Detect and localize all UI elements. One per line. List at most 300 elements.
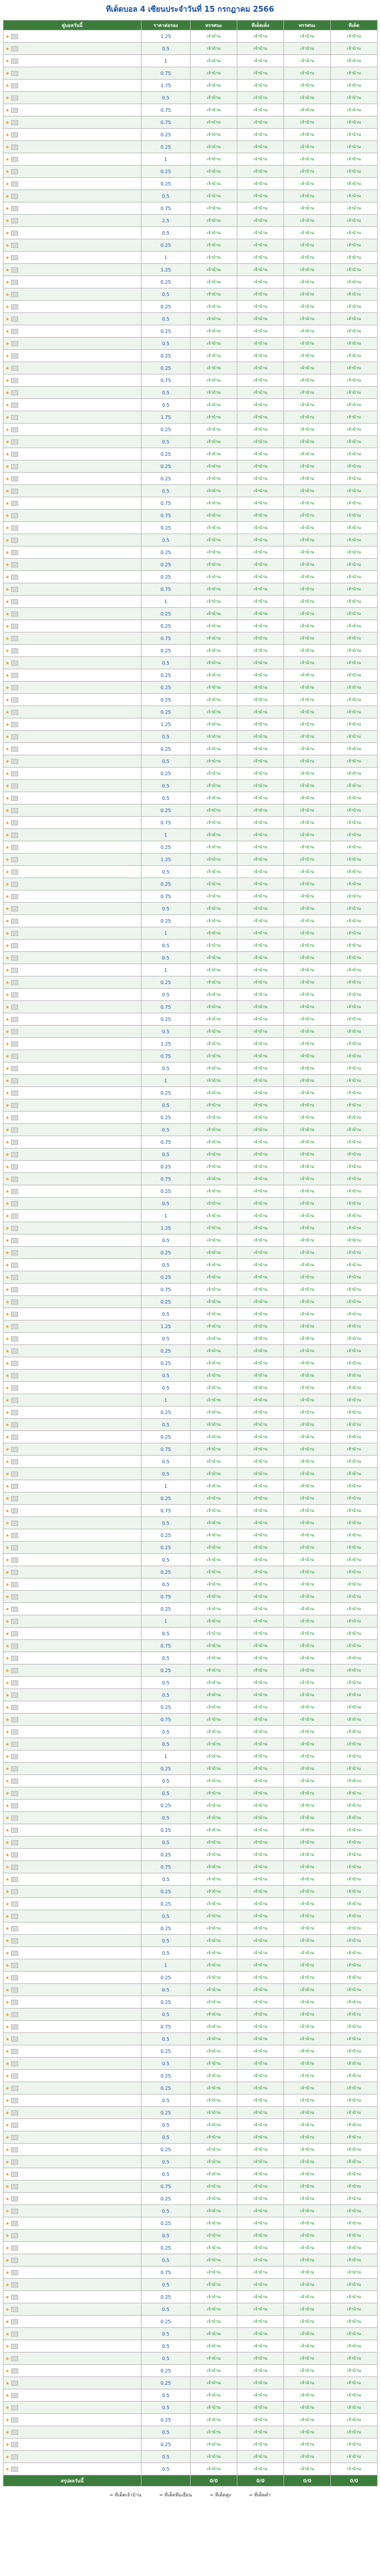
pick-cell (284, 669, 331, 682)
match-cell (4, 1419, 141, 1431)
star-icon: ★ (5, 549, 10, 555)
pick-cell (331, 1591, 378, 1603)
pick-label: เจ้าบ้าน (253, 1704, 268, 1710)
odds-cell: 0.25 (141, 1972, 191, 1984)
pick-label: เจ้าบ้าน (300, 1262, 315, 1267)
odds-cell: 0.75 (141, 817, 191, 829)
pick-cell (331, 2279, 378, 2291)
pick-cell (331, 497, 378, 510)
pick-cell (237, 1505, 284, 1517)
pick-cell (237, 522, 284, 534)
odds-cell: 0.25 (141, 350, 191, 362)
pick-cell (237, 1554, 284, 1566)
pick-cell (191, 202, 237, 215)
pick-label: เจ้าบ้าน (347, 623, 361, 628)
odds-cell: 0.5 (141, 792, 191, 804)
pick-label: เจ้าบ้าน (347, 439, 361, 444)
odds-cell: 0.25 (141, 841, 191, 854)
pick-cell (284, 1947, 331, 1959)
pick-cell (284, 2389, 331, 2402)
star-icon: ★ (5, 1790, 10, 1796)
league-flag-icon (11, 1926, 18, 1931)
odds-cell: 0.75 (141, 2267, 191, 2279)
table-row (4, 288, 378, 301)
pick-cell (331, 80, 378, 92)
pick-label: เจ้าบ้าน (347, 242, 361, 247)
pick-label: เจ้าบ้าน (300, 2466, 315, 2471)
pick-label: เจ้าบ้าน (300, 1680, 315, 1685)
table-row (4, 202, 378, 215)
match-cell (4, 350, 141, 362)
pick-cell (284, 1333, 331, 1345)
match-cell (4, 1345, 141, 1357)
odds-cell: 0.75 (141, 1591, 191, 1603)
pick-cell (191, 1812, 237, 1824)
pick-label: เจ้าบ้าน (347, 979, 361, 985)
pick-label: เจ้าบ้าน (347, 218, 361, 223)
league-flag-icon (11, 1385, 18, 1391)
pick-label: เจ้าบ้าน (253, 979, 268, 985)
league-flag-icon (11, 1361, 18, 1366)
odds-cell: 0.5 (141, 2451, 191, 2463)
star-icon: ★ (5, 1508, 10, 1514)
star-icon: ★ (5, 820, 10, 826)
pick-label: เจ้าบ้าน (347, 2110, 361, 2115)
pick-label: เจ้าบ้าน (300, 1532, 315, 1538)
pick-label: เจ้าบ้าน (253, 623, 268, 628)
odds-cell: 1 (141, 1959, 191, 1972)
pick-label: เจ้าบ้าน (206, 1876, 221, 1882)
pick-label: เจ้าบ้าน (253, 734, 268, 739)
pick-label: เจ้าบ้าน (253, 2085, 268, 2090)
star-icon: ★ (5, 1274, 10, 1280)
pick-label: เจ้าบ้าน (206, 1655, 221, 1660)
pick-label: เจ้าบ้าน (206, 365, 221, 370)
pick-label: เจ้าบ้าน (347, 500, 361, 505)
table-row (4, 2033, 378, 2045)
pick-label: เจ้าบ้าน (206, 2282, 221, 2287)
star-icon: ★ (5, 1213, 10, 1219)
pick-cell (284, 2119, 331, 2131)
league-flag-icon (11, 206, 18, 211)
pick-cell (284, 2377, 331, 2389)
pick-label: เจ้าบ้าน (206, 1631, 221, 1636)
pick-label: เจ้าบ้าน (206, 721, 221, 727)
pick-cell (237, 1922, 284, 1935)
pick-label: เจ้าบ้าน (253, 881, 268, 886)
summary-c3: 0/0 (284, 2475, 331, 2486)
league-flag-icon (11, 1754, 18, 1759)
pick-label: เจ้าบ้าน (206, 2147, 221, 2152)
pick-label: เจ้าบ้าน (300, 2220, 315, 2226)
odds-cell: 0.25 (141, 325, 191, 338)
pick-cell (331, 1345, 378, 1357)
pick-cell (331, 1972, 378, 1984)
pick-cell (237, 1406, 284, 1419)
pick-cell (331, 178, 378, 190)
star-icon: ★ (5, 1950, 10, 1956)
pick-label: เจ้าบ้าน (206, 1299, 221, 1304)
pick-label: เจ้าบ้าน (253, 1631, 268, 1636)
odds-cell: 0.25 (141, 1247, 191, 1259)
match-cell (4, 632, 141, 645)
pick-label: เจ้าบ้าน (253, 537, 268, 542)
match-cell (4, 2414, 141, 2426)
pick-cell (331, 571, 378, 583)
odds-cell: 0.5 (141, 288, 191, 301)
league-flag-icon (11, 2454, 18, 2460)
pick-cell (191, 2156, 237, 2168)
pick-cell (284, 1910, 331, 1922)
odds-cell: 1.25 (141, 854, 191, 866)
league-flag-icon (11, 2209, 18, 2214)
page-title: ทีเด็ดบอล 4 เซียนประจำวันที่ 15 กรกฎาคม 2566 (106, 5, 274, 14)
match-cell (4, 2107, 141, 2119)
match-cell (4, 1234, 141, 1247)
pick-cell (331, 2414, 378, 2426)
summary-c1: 0/0 (191, 2475, 237, 2486)
pick-cell (191, 1615, 237, 1628)
odds-cell: 0.25 (141, 608, 191, 620)
pick-label: เจ้าบ้าน (253, 2380, 268, 2385)
odds-cell: 0.25 (141, 1664, 191, 1677)
star-icon: ★ (5, 1409, 10, 1415)
pick-cell (284, 67, 331, 80)
pick-label: เจ้าบ้าน (347, 1299, 361, 1304)
odds-cell: 0.5 (141, 1726, 191, 1738)
match-cell (4, 976, 141, 989)
league-flag-icon (11, 611, 18, 617)
pick-label: เจ้าบ้าน (300, 820, 315, 825)
star-icon: ★ (5, 943, 10, 948)
pick-label: เจ้าบ้าน (253, 1999, 268, 2004)
pick-cell (284, 2181, 331, 2193)
star-icon: ★ (5, 2097, 10, 2103)
pick-cell (331, 743, 378, 755)
pick-cell (284, 2131, 331, 2144)
pick-label: เจ้าบ้าน (206, 1704, 221, 1710)
league-flag-icon (11, 1226, 18, 1231)
star-icon: ★ (5, 2257, 10, 2263)
pick-cell (237, 1738, 284, 1750)
pick-cell (191, 1370, 237, 1382)
pick-cell (284, 2193, 331, 2205)
pick-label: เจ้าบ้าน (206, 1164, 221, 1169)
pick-cell (331, 596, 378, 608)
table-row (4, 1763, 378, 1775)
pick-label: เจ้าบ้าน (206, 562, 221, 567)
pick-cell (237, 1062, 284, 1075)
pick-cell (331, 620, 378, 632)
pick-label: เจ้าบ้าน (347, 1618, 361, 1624)
pick-label: เจ้าบ้าน (300, 807, 315, 813)
pick-cell (331, 67, 378, 80)
pick-label: เจ้าบ้าน (300, 33, 315, 39)
pick-cell (191, 1492, 237, 1505)
match-cell (4, 2205, 141, 2217)
pick-label: เจ้าบ้าน (253, 2319, 268, 2324)
pick-cell (191, 1431, 237, 1443)
table-row (4, 878, 378, 890)
pick-label: เจ้าบ้าน (253, 1938, 268, 1943)
odds-cell: 1 (141, 1480, 191, 1492)
pick-cell (237, 1861, 284, 1873)
pick-cell (284, 30, 331, 43)
league-flag-icon (11, 1496, 18, 1501)
table-row (4, 804, 378, 817)
pick-cell (284, 80, 331, 92)
match-cell (4, 1689, 141, 1701)
league-flag-icon (11, 2467, 18, 2472)
pick-cell (191, 817, 237, 829)
pick-label: เจ้าบ้าน (347, 132, 361, 137)
match-cell (4, 252, 141, 264)
pick-cell (284, 976, 331, 989)
odds-cell: 0.5 (141, 387, 191, 399)
pick-label: เจ้าบ้าน (253, 1323, 268, 1329)
table-row (4, 829, 378, 841)
star-icon: ★ (5, 930, 10, 936)
pick-cell (237, 780, 284, 792)
pick-label: เจ้าบ้าน (347, 365, 361, 370)
pick-cell (331, 694, 378, 706)
match-cell (4, 1922, 141, 1935)
pick-cell (237, 1849, 284, 1861)
pick-cell (331, 2316, 378, 2328)
star-icon: ★ (5, 439, 10, 445)
pick-label: เจ้าบ้าน (253, 144, 268, 149)
league-flag-icon (11, 1299, 18, 1305)
odds-cell: 0.25 (141, 448, 191, 460)
pick-label: เจ้าบ้าน (206, 635, 221, 641)
pick-cell (237, 1935, 284, 1947)
pick-label: เจ้าบ้าน (300, 832, 315, 837)
pick-cell (191, 239, 237, 252)
odds-cell: 0.25 (141, 239, 191, 252)
pick-label: เจ้าบ้าน (206, 2355, 221, 2361)
pick-label: เจ้าบ้าน (347, 2208, 361, 2213)
pick-label: เจ้าบ้าน (253, 574, 268, 579)
match-cell (4, 116, 141, 129)
match-cell (4, 43, 141, 55)
table-row (4, 841, 378, 854)
pick-label: เจ้าบ้าน (347, 1213, 361, 1218)
pick-label: เจ้าบ้าน (253, 1520, 268, 1525)
star-icon: ★ (5, 906, 10, 912)
pick-cell (191, 1566, 237, 1578)
odds-cell: 0.5 (141, 1419, 191, 1431)
pick-cell (331, 1628, 378, 1640)
star-icon: ★ (5, 181, 10, 187)
pick-label: เจ้าบ้าน (347, 1041, 361, 1046)
pick-label: เจ้าบ้าน (206, 918, 221, 923)
pick-cell (191, 1652, 237, 1664)
pick-cell (237, 2389, 284, 2402)
table-row (4, 1099, 378, 1112)
match-cell (4, 1812, 141, 1824)
pick-label: เจ้าบ้าน (347, 1631, 361, 1636)
match-cell (4, 1050, 141, 1062)
pick-label: เจ้าบ้าน (347, 267, 361, 272)
pick-cell (191, 1357, 237, 1370)
pick-cell (237, 583, 284, 596)
pick-label: เจ้าบ้าน (347, 807, 361, 813)
match-cell (4, 1271, 141, 1284)
pick-cell (237, 2058, 284, 2070)
pick-cell (331, 1836, 378, 1849)
match-cell (4, 1443, 141, 1456)
league-flag-icon (11, 83, 18, 88)
pick-label: เจ้าบ้าน (253, 2294, 268, 2299)
pick-cell (191, 1001, 237, 1013)
pick-label: เจ้าบ้าน (300, 844, 315, 850)
star-icon: ★ (5, 1864, 10, 1870)
pick-label: เจ้าบ้าน (347, 1950, 361, 1955)
star-icon: ★ (5, 1016, 10, 1022)
summary-label: สรุปผลวันนี้ (4, 2475, 141, 2486)
star-icon: ★ (5, 1188, 10, 1194)
star-icon: ★ (5, 1004, 10, 1010)
odds-cell: 0.5 (141, 1787, 191, 1800)
pick-cell (191, 510, 237, 522)
table-row (4, 473, 378, 485)
odds-cell: 0.75 (141, 67, 191, 80)
odds-cell: 1.25 (141, 264, 191, 276)
pick-cell (237, 534, 284, 546)
pick-cell (284, 215, 331, 227)
table-row (4, 1382, 378, 1394)
table-row (4, 67, 378, 80)
pick-cell (284, 141, 331, 153)
pick-cell (237, 2181, 284, 2193)
pick-cell (191, 1628, 237, 1640)
match-cell (4, 755, 141, 768)
pick-label: เจ้าบ้าน (253, 1827, 268, 1832)
pick-label: เจ้าบ้าน (253, 1790, 268, 1796)
pick-cell (331, 2439, 378, 2451)
pick-cell (331, 104, 378, 116)
pick-cell (284, 178, 331, 190)
match-cell (4, 104, 141, 116)
odds-cell: 0.5 (141, 2353, 191, 2365)
match-cell (4, 1787, 141, 1800)
pick-label: เจ้าบ้าน (300, 95, 315, 100)
pick-cell (331, 1210, 378, 1222)
pick-cell (191, 1394, 237, 1406)
table-row (4, 264, 378, 276)
pick-label: เจ้าบ้าน (206, 1385, 221, 1390)
pick-label: เจ้าบ้าน (253, 967, 268, 972)
star-icon: ★ (5, 685, 10, 690)
match-cell (4, 30, 141, 43)
pick-cell (284, 1542, 331, 1554)
odds-cell: 0.25 (141, 2377, 191, 2389)
pick-label: เจ้าบ้าน (347, 2159, 361, 2164)
pick-cell (284, 1652, 331, 1664)
table-row (4, 1677, 378, 1689)
match-cell (4, 780, 141, 792)
pick-cell (284, 571, 331, 583)
pick-label: เจ้าบ้าน (253, 685, 268, 690)
pick-cell (331, 264, 378, 276)
league-flag-icon (11, 1631, 18, 1636)
pick-label: เจ้าบ้าน (300, 2147, 315, 2152)
pick-cell (191, 915, 237, 927)
pick-label: เจ้าบ้าน (300, 168, 315, 174)
pick-label: เจ้าบ้าน (206, 1864, 221, 1869)
star-icon: ★ (5, 279, 10, 285)
pick-cell (284, 1824, 331, 1836)
pick-label: เจ้าบ้าน (206, 2368, 221, 2373)
odds-cell: 0.5 (141, 1578, 191, 1591)
pick-cell (237, 350, 284, 362)
match-cell (4, 804, 141, 817)
pick-cell (237, 2402, 284, 2414)
pick-cell (331, 1922, 378, 1935)
star-icon: ★ (5, 660, 10, 666)
header-match: คู่บอลวันนี้ (4, 20, 141, 30)
league-flag-icon (11, 759, 18, 764)
pick-label: เจ้าบ้าน (253, 1151, 268, 1157)
table-row (4, 1984, 378, 1996)
pick-cell (331, 1148, 378, 1161)
pick-label: เจ้าบ้าน (300, 2269, 315, 2275)
pick-cell (237, 2021, 284, 2033)
star-icon: ★ (5, 1065, 10, 1071)
odds-cell: 1.75 (141, 80, 191, 92)
tips-table (3, 20, 378, 2486)
pick-cell (284, 252, 331, 264)
odds-cell: 0.5 (141, 2131, 191, 2144)
pick-cell (284, 129, 331, 141)
odds-cell: 0.25 (141, 301, 191, 313)
pick-label: เจ้าบ้าน (347, 906, 361, 911)
league-flag-icon (11, 120, 18, 125)
table-row (4, 2242, 378, 2254)
pick-cell (191, 829, 237, 841)
pick-cell (237, 276, 284, 288)
pick-cell (191, 731, 237, 743)
pick-cell (237, 288, 284, 301)
pick-cell (284, 1898, 331, 1910)
pick-label: เจ้าบ้าน (206, 857, 221, 862)
pick-cell (284, 2439, 331, 2451)
pick-cell (284, 2242, 331, 2254)
table-row (4, 1775, 378, 1787)
odds-cell: 0.25 (141, 424, 191, 436)
pick-label: เจ้าบ้าน (347, 918, 361, 923)
pick-label: เจ้าบ้าน (253, 205, 268, 211)
table-row (4, 141, 378, 153)
match-cell (4, 1296, 141, 1308)
pick-cell (331, 485, 378, 497)
pick-label: เจ้าบ้าน (347, 2171, 361, 2176)
pick-label: เจ้าบ้าน (253, 1446, 268, 1452)
pick-label: เจ้าบ้าน (347, 46, 361, 51)
pick-cell (237, 608, 284, 620)
pick-label: เจ้าบ้าน (206, 697, 221, 702)
pick-label: เจ้าบ้าน (347, 2048, 361, 2054)
pick-cell (191, 2353, 237, 2365)
odds-cell: 0.25 (141, 559, 191, 571)
table-row (4, 1161, 378, 1173)
pick-label: เจ้าบ้าน (347, 2343, 361, 2348)
league-flag-icon (11, 538, 18, 543)
pick-label: เจ้าบ้าน (253, 1581, 268, 1587)
pick-cell (331, 2119, 378, 2131)
pick-cell (284, 1873, 331, 1886)
pick-label: เจ้าบ้าน (253, 1643, 268, 1648)
